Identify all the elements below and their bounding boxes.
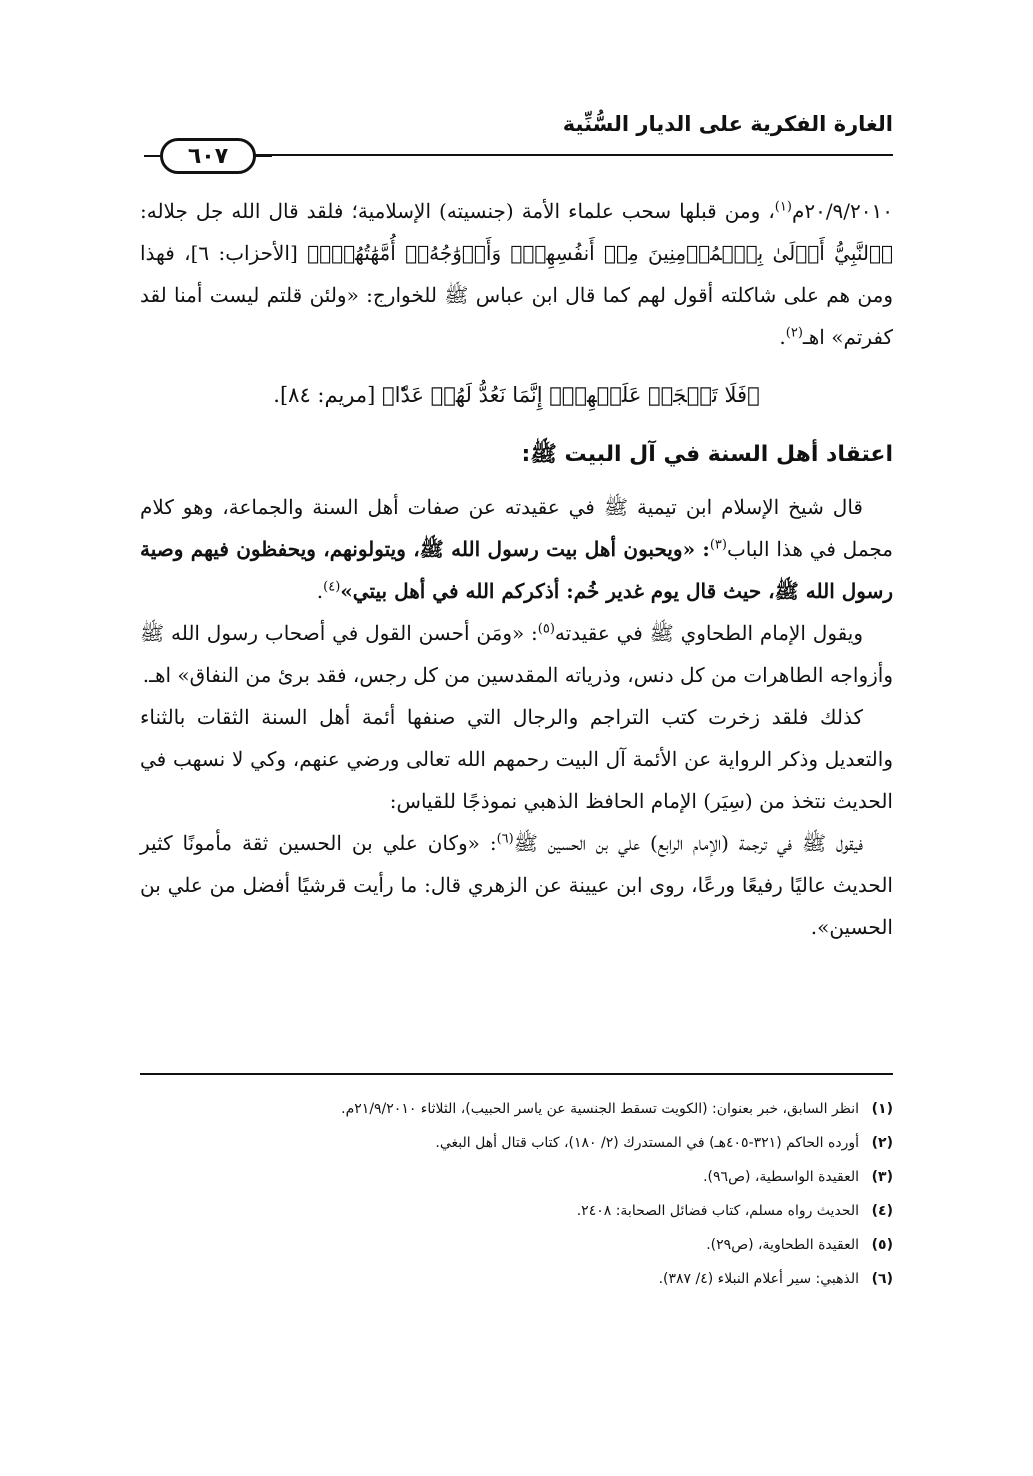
- header-rule: [250, 154, 893, 156]
- paragraph-5-text-b: : «وكان علي بن الحسين ثقة مأمونًا كثير الحديث عاليًا رفيعًا ورعًا، روى ابن عيينة عن الزهري قال: ما رأيت قرشيًا أفضل من علي بن الحسين».: [140, 831, 893, 939]
- page-number: ٦٠٧: [187, 143, 229, 169]
- footnote-ref-4[interactable]: (٤): [323, 579, 341, 595]
- footnote-1: [140, 1092, 893, 1126]
- footnote-2: [140, 1126, 893, 1160]
- paragraph-2-quote: : «ويحبون أهل بيت رسول الله ﷺ، ويتولونهم، ويحفظون فيهم وصية رسول الله ﷺ، حيث قال يوم غدير خُم: أذكركم الله في أهل بيتي»: [140, 537, 893, 603]
- footnote-5: [140, 1228, 893, 1262]
- paragraph-1-end: .: [779, 325, 786, 349]
- footnote-text: العقيدة الطحاوية، (ص٢٩).: [706, 1237, 859, 1253]
- footnote-ref-2[interactable]: (٢): [785, 325, 803, 341]
- paragraph-5: [140, 822, 893, 948]
- footnote-text: أورده الحاكم (٣٢١-٤٠٥هـ) في المستدرك (٢/ ١٨٠)، كتاب قتال أهل البغي.: [435, 1135, 859, 1151]
- section-heading: اعتقاد أهل السنة في آل البيت ﷺ:: [521, 442, 893, 467]
- footnote-4: [140, 1194, 893, 1228]
- footnote-ref-6[interactable]: (٦): [496, 831, 514, 847]
- paragraph-5-text-a: فيقول ﷺ في ترجمة (الإمام الرابع) علي بن الحسين ﷺ: [513, 831, 863, 855]
- paragraph-2-end: .: [316, 579, 324, 603]
- quran-verse: ﴿فَلَا تَعۡجَلۡ عَلَيۡهِمۡۖ إِنَّمَا نَعُدُّ لَهُمۡ عَدّٗا﴾ [مريم: ٨٤].: [273, 383, 760, 407]
- footnote-text: انظر السابق، خبر بعنوان: (الكويت تسقط الجنسية عن ياسر الحبيب)، الثلاثاء ٢١/٩/٢٠١٠م.: [341, 1101, 859, 1117]
- date-text: ٢٠/٩/٢٠١٠م: [791, 199, 893, 223]
- footnote-6: [140, 1262, 893, 1296]
- footnote-ref-5[interactable]: (٥): [537, 621, 555, 637]
- footnote-number: (٤): [871, 1203, 893, 1219]
- footnote-rule: [140, 1073, 893, 1075]
- footnote-number: (٦): [871, 1271, 893, 1287]
- running-title: الغارة الفكرية على الديار السُّنِّية: [562, 112, 893, 136]
- page-number-badge: [160, 138, 256, 174]
- paragraph-2-text-a: قال شيخ الإسلام ابن تيمية ﷺ في عقيدته عن صفات أهل السنة والجماعة، وهو كلام مجمل في هذا الباب: [140, 495, 894, 561]
- footnote-3: [140, 1160, 893, 1194]
- footnote-number: (١): [871, 1101, 893, 1117]
- paragraph-3: [140, 612, 893, 696]
- footnote-number: (٣): [871, 1169, 893, 1185]
- paragraph-3-text-b: : «ومَن أحسن القول في أصحاب رسول الله ﷺ وأزواجه الطاهرات من كل دنس، وذرياته المقدسين من كل رجس، فقد برئ من النفاق» اهـ.: [140, 621, 893, 687]
- paragraph-1: [140, 190, 893, 358]
- footnote-text: الحديث رواه مسلم، كتاب فضائل الصحابة: ٢٤٠٨.: [576, 1203, 859, 1219]
- footnotes: [140, 1092, 893, 1296]
- footnote-ref-3[interactable]: (٣): [709, 537, 727, 553]
- paragraph-2: [140, 486, 893, 612]
- footnote-number: (٥): [871, 1237, 893, 1253]
- body-text: [140, 190, 893, 948]
- paragraph-4: كذلك فلقد زخرت كتب التراجم والرجال التي صنفها أئمة أهل السنة الثقات بالثناء والتعديل وذكر الرواية عن الأئمة آل البيت رحمهم الله تعالى ورضي عنهم، وكي لا نسهب في الحديث نتخذ من (سِيَر) الإمام الحافظ الذهبي نموذجًا للقياس:: [140, 705, 893, 813]
- paragraph-3-text-a: ويقول الإمام الطحاوي ﷺ في عقيدته: [554, 621, 863, 645]
- footnote-text: العقيدة الواسطية، (ص٩٦).: [703, 1169, 859, 1185]
- footnote-number: (٢): [871, 1135, 893, 1151]
- footnote-ref-1[interactable]: (١): [774, 199, 792, 215]
- footnote-text: الذهبي: سير أعلام النبلاء (٤/ ٣٨٧).: [658, 1271, 859, 1287]
- paragraph-1-text: ، ومن قبلها سحب علماء الأمة (جنسيته) الإسلامية؛ فلقد قال الله جل جلاله: ﴿ٱلنَّبِيُّ أَوۡلَىٰ بِٱلۡمُؤۡمِنِينَ مِنۡ أَنفُسِهِمۡۖ وَأَزۡوَٰجُهُۥٓ أُمَّهَٰتُهُمۡۗ﴾ [الأحزاب: ٦]، فهذا ومن هم على شاكلته أقول لهم كما قال ابن عباس ﷺ للخوارج: «ولئن قلتم ليست أمنا لقد كفرتم» اهـ: [140, 199, 893, 349]
